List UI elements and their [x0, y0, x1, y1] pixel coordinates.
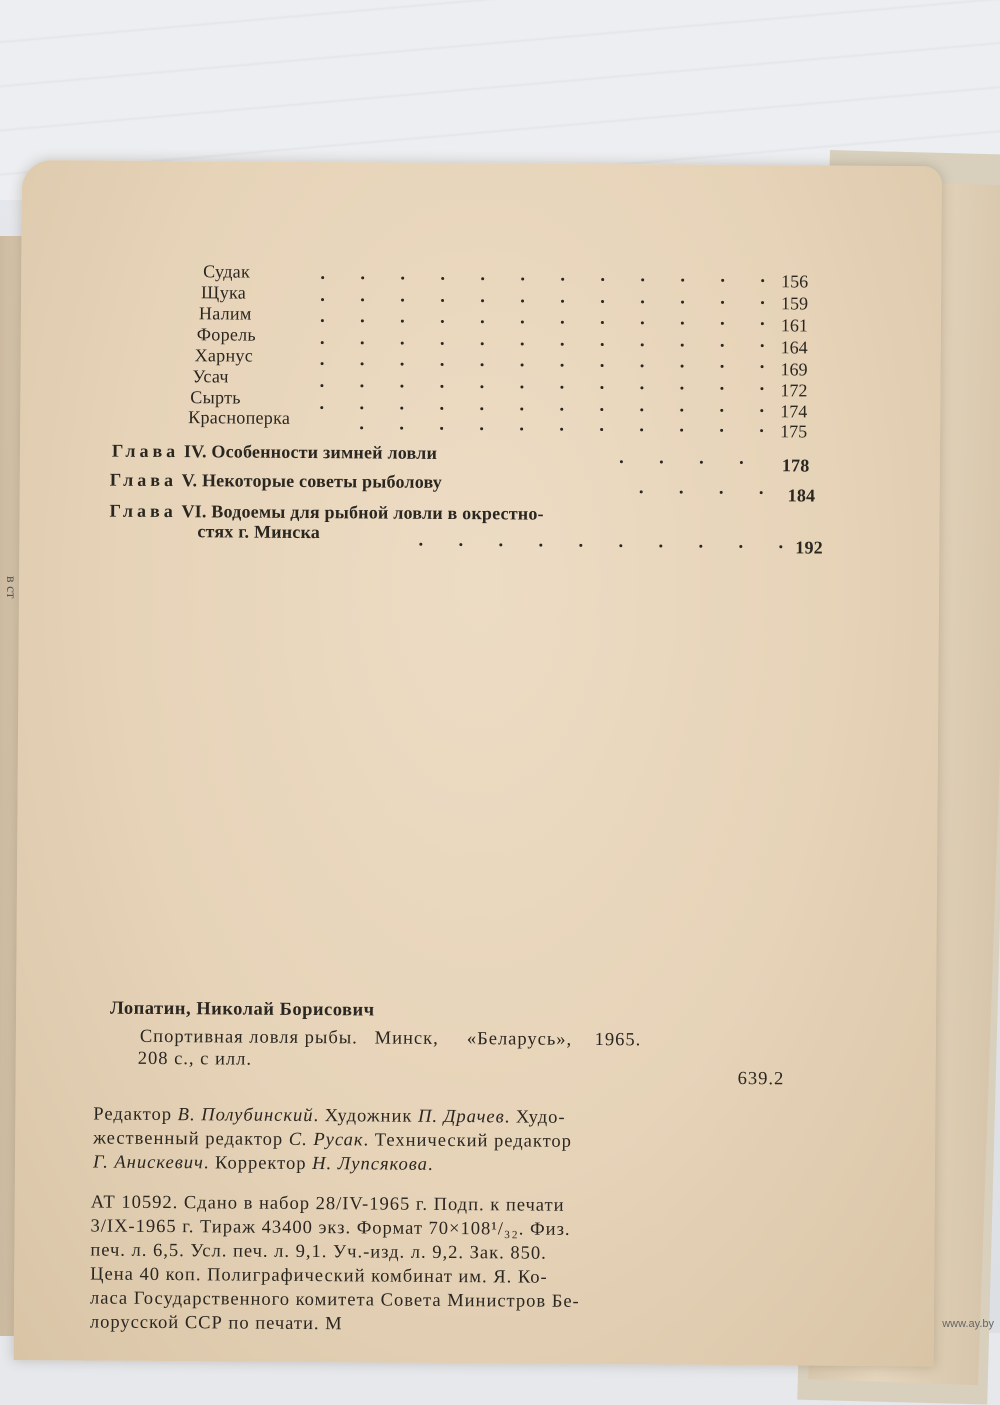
credit-text: . Художник: [313, 1106, 419, 1127]
leader-dot: [360, 406, 363, 409]
leader-dot: [539, 544, 542, 547]
credit-text: Редактор: [93, 1104, 178, 1126]
leader-dot: [761, 344, 764, 347]
credits-line: [93, 1105, 565, 1129]
credit-text: жественный редактор: [93, 1128, 289, 1150]
chapter-prefix: Глава: [111, 440, 180, 462]
credits-line: [93, 1153, 434, 1176]
leader-dot: [521, 299, 524, 302]
leader-dot: [641, 365, 644, 368]
leader-dot: [680, 491, 683, 494]
toc-item-label: Щука: [201, 282, 247, 303]
leader-dot: [561, 343, 564, 346]
leader-dot: [320, 384, 323, 387]
toc-item-page: 161: [780, 315, 808, 336]
leader-dot: [601, 300, 604, 303]
leader-dot: [640, 386, 643, 389]
catalog-author: Лопатин, Николай Борисович: [110, 998, 375, 1021]
leader-dot: [419, 543, 422, 546]
leader-dot: [521, 321, 524, 324]
leader-dot: [520, 385, 523, 388]
leader-dot: [520, 428, 523, 431]
toc-item-page: 172: [780, 380, 808, 401]
chapter-title: VI. Водоемы для рыбной ловли в окрестно-: [181, 501, 544, 524]
credit-text: . Худо-: [504, 1107, 566, 1128]
leader-dot: [579, 544, 582, 547]
leader-dot: [659, 544, 662, 547]
leader-dot: [360, 384, 363, 387]
leader-dot: [641, 300, 644, 303]
leader-dot: [521, 342, 524, 345]
leader-dot: [601, 321, 604, 324]
leader-dot: [680, 408, 683, 411]
artist-name: П. Драчев: [417, 1106, 505, 1128]
toc-item-page: 175: [780, 421, 808, 442]
leader-dot: [520, 407, 523, 410]
leader-dot: [641, 343, 644, 346]
toc-item-label: Сырть: [190, 387, 241, 408]
leader-dot: [720, 429, 723, 432]
toc-item-label: Харнус: [194, 345, 254, 366]
credits-line: [93, 1129, 572, 1153]
toc-chapter-page: 178: [781, 455, 810, 476]
catalog-city: Минск,: [374, 1028, 439, 1049]
leader-dot: [760, 409, 763, 412]
leader-dot: [601, 278, 604, 281]
leader-dot: [459, 543, 462, 546]
toc-item-label: Судак: [203, 261, 251, 282]
leader-dot: [320, 406, 323, 409]
toc-item-label: Форель: [196, 324, 257, 345]
leader-dot: [699, 545, 702, 548]
art-editor-name: С. Русак: [288, 1129, 364, 1151]
leader-dot: [600, 386, 603, 389]
leader-dot: [480, 427, 483, 430]
leader-dot: [561, 321, 564, 324]
print-info-line: ласа Государственного комитета Совета Министров Бе-: [89, 1288, 580, 1312]
catalog-class-code: 639.2: [737, 1069, 785, 1090]
leader-dot: [561, 278, 564, 281]
leader-dot: [321, 362, 324, 365]
editor-name: В. Полубинский: [177, 1105, 314, 1127]
leader-dot: [681, 343, 684, 346]
leader-dot: [481, 320, 484, 323]
leader-dot: [440, 407, 443, 410]
leader-dot: [721, 344, 724, 347]
leader-dot: [640, 408, 643, 411]
leader-dot: [480, 407, 483, 410]
leader-dot: [361, 298, 364, 301]
catalog-year: 1965.: [594, 1030, 642, 1051]
leader-dot: [761, 279, 764, 282]
tech-editor-name: Г. Анискевич: [92, 1152, 204, 1174]
leader-dot: [361, 341, 364, 344]
leader-dot: [619, 544, 622, 547]
toc-item-label: Красноперка: [188, 407, 291, 428]
leader-dot: [721, 365, 724, 368]
toc-item-page: 174: [780, 401, 808, 422]
credit-text: . Технический редактор: [363, 1130, 573, 1152]
leader-dot: [360, 427, 363, 430]
toc-chapter-page: 192: [795, 537, 823, 558]
credit-text: .: [427, 1154, 434, 1175]
leader-dot: [560, 428, 563, 431]
leader-dot: [400, 406, 403, 409]
leader-dot: [760, 491, 763, 494]
leader-dot: [441, 320, 444, 323]
catalog-title: Спортивная ловля рыбы.: [139, 1026, 358, 1049]
leader-dot: [700, 461, 703, 464]
leader-dot: [401, 277, 404, 280]
leader-dot: [321, 298, 324, 301]
leader-dot: [681, 300, 684, 303]
leader-dot: [601, 343, 604, 346]
leader-dot: [740, 461, 743, 464]
chapter-prefix: Глава: [109, 500, 177, 522]
leader-dot: [361, 276, 364, 279]
leader-dot: [321, 341, 324, 344]
leader-dot: [720, 408, 723, 411]
book-page: [14, 160, 942, 1366]
catalog-publisher: «Беларусь»,: [466, 1029, 573, 1050]
edge-text: в ст: [3, 576, 18, 599]
toc-chapter: [112, 441, 437, 464]
leader-dot: [481, 299, 484, 302]
leader-dot: [680, 387, 683, 390]
print-info-line: АТ 10592. Сдано в набор 28/IV-1965 г. Подп. к печати: [90, 1192, 565, 1216]
leader-dot: [721, 322, 724, 325]
leader-dot: [521, 277, 524, 280]
toc-item-page: 156: [781, 271, 809, 292]
leader-dot: [641, 322, 644, 325]
chapter-title: IV. Особенности зимней ловли: [183, 441, 438, 463]
leader-dot: [681, 279, 684, 282]
toc-item-page: 159: [780, 293, 809, 314]
leader-dot: [401, 363, 404, 366]
chapter-title: V. Некоторые советы рыболову: [181, 470, 443, 492]
leader-dot: [561, 364, 564, 367]
leader-dot: [361, 320, 364, 323]
leader-dot: [760, 429, 763, 432]
leader-dot: [481, 342, 484, 345]
leader-dot: [401, 298, 404, 301]
leader-dot: [561, 299, 564, 302]
leader-dot: [761, 301, 764, 304]
leader-dot: [481, 364, 484, 367]
leader-dot: [441, 342, 444, 345]
watermark: www.ay.by: [942, 1318, 994, 1330]
leader-dot: [521, 364, 524, 367]
chapter-prefix: Глава: [109, 469, 178, 491]
leader-dot: [321, 276, 324, 279]
leader-dot: [441, 299, 444, 302]
catalog-pages: 208 с., с илл.: [137, 1048, 253, 1070]
leader-dot: [400, 427, 403, 430]
leader-dot: [720, 491, 723, 494]
leader-dot: [560, 407, 563, 410]
toc-chapter-page: 184: [787, 485, 816, 506]
leader-dot: [440, 385, 443, 388]
leader-dot: [441, 277, 444, 280]
proofreader-name: Н. Лупсякова: [312, 1154, 429, 1175]
chapter-title-continuation: стях г. Минска: [197, 521, 321, 543]
leader-dot: [641, 278, 644, 281]
leader-dot: [721, 279, 724, 282]
print-info-line: печ. л. 6,5. Усл. печ. л. 9,1. Уч.-изд. л. 9,2. Зак. 850.: [90, 1240, 547, 1264]
print-info-line: Цена 40 коп. Полиграфический комбинат им. Я. Ко-: [90, 1264, 548, 1288]
toc-chapter: [109, 501, 543, 525]
leader-dot: [681, 322, 684, 325]
leader-dot: [560, 386, 563, 389]
leader-dot: [600, 428, 603, 431]
leader-dot: [440, 427, 443, 430]
leader-dot: [720, 387, 723, 390]
leader-dot: [640, 490, 643, 493]
leader-dot: [600, 408, 603, 411]
toc-item-label: Усач: [192, 366, 229, 387]
leader-dot: [761, 322, 764, 325]
leader-dot: [620, 460, 623, 463]
print-info-line: 3/IX-1965 г. Тираж 43400 экз. Формат 70×108¹/₃₂. Физ.: [90, 1216, 571, 1240]
toc-chapter: [110, 470, 442, 493]
leader-dot: [681, 365, 684, 368]
leader-dot: [640, 429, 643, 432]
toc-item-page: 164: [780, 337, 808, 358]
leader-dot: [739, 545, 742, 548]
leader-dot: [480, 385, 483, 388]
leader-dot: [779, 545, 782, 548]
leader-dot: [761, 366, 764, 369]
print-info-line: лорусской ССР по печати. М: [89, 1312, 343, 1335]
catalog-title-line: [140, 1027, 642, 1052]
leader-dot: [481, 277, 484, 280]
leader-dot: [400, 385, 403, 388]
leader-dot: [401, 320, 404, 323]
toc-item-page: 169: [780, 359, 808, 380]
leader-dot: [441, 363, 444, 366]
leader-dot: [760, 387, 763, 390]
leader-dot: [721, 300, 724, 303]
leader-dot: [321, 319, 324, 322]
leader-dot: [601, 364, 604, 367]
leader-dot: [361, 363, 364, 366]
leader-dot: [401, 341, 404, 344]
leader-dot: [499, 543, 502, 546]
leader-dot: [660, 460, 663, 463]
credit-text: . Корректор: [203, 1153, 313, 1175]
leader-dot: [680, 429, 683, 432]
toc-item-label: Налим: [198, 303, 252, 324]
